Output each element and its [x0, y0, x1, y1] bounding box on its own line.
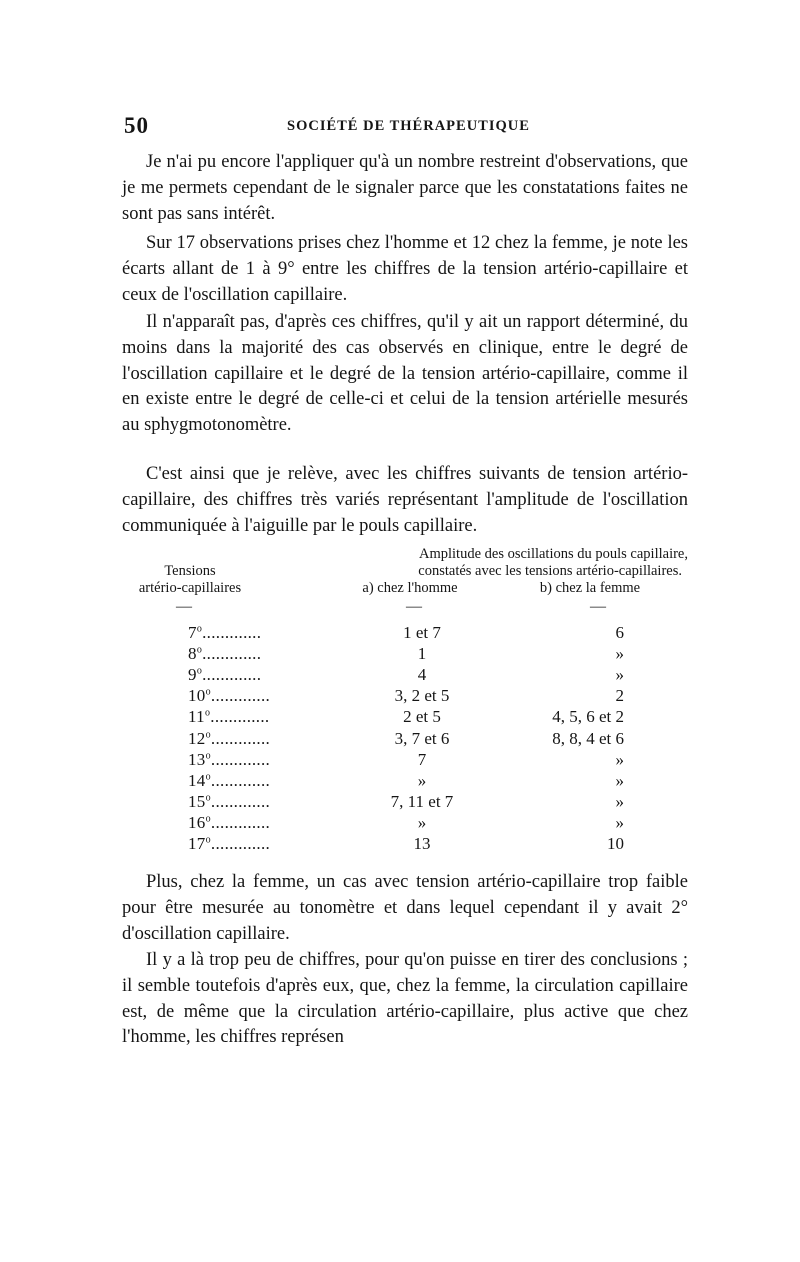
row-homme-value: 3, 7 et 6 [394, 728, 450, 748]
row-femme-value: 4, 5, 6 et 2 [552, 707, 624, 727]
row-tension: 9$^o$............. [188, 665, 262, 685]
table-row [0, 706, 800, 728]
row-homme-value: 3, 2 et 5 [394, 686, 450, 706]
row-femme-value: 10 [607, 834, 624, 853]
row-femme-value: » [615, 770, 624, 790]
amplitude-header-line1: Amplitude des oscillations du pouls capillaire, [418, 546, 688, 562]
table-row [0, 812, 800, 834]
paragraph-6: Il y a là trop peu de chiffres, pour qu'on puisse en tirer des conclusions ; il semble toutefois d'après eux, que, chez la femme, la circulation capillaire est, de même que la circulation artério-capillaire, plus active que chez l'homme, les chiffres représen [122, 950, 688, 1048]
running-title: SOCIÉTÉ DE THÉRAPEUTIQUE [287, 118, 530, 134]
paragraph-2: Sur 17 observations prises chez l'homme et 12 chez la femme, je note les écarts allant de 1 à 9° entre les chiffres de la tension artério-capillaire et ceux de l'oscillation capillaire. [122, 233, 688, 305]
table-row [0, 791, 800, 813]
table-row [0, 728, 800, 750]
row-femme-value: » [615, 665, 624, 685]
row-homme-value: » [417, 770, 427, 790]
row-tension: 15$^o$............. [188, 791, 271, 811]
dash-col3: — [590, 598, 606, 615]
row-femme-value: 6 [615, 623, 624, 642]
row-femme-value: 8, 8, 4 et 6 [552, 728, 624, 748]
paragraph-5: Plus, chez la femme, un cas avec tension artério-capillaire trop faible pour être mesurée au tonomètre et dans lequel cependant il y avait 2° d'oscillation capillaire. [122, 872, 688, 944]
paragraph-4: C'est ainsi que je relève, avec les chiffres suivants de tension artério-capillaire, des chiffres très variés représentant l'amplitude de l'oscillation communiquée à l'aiguille par le pouls capillaire. [122, 464, 688, 536]
row-femme-value: » [615, 644, 624, 664]
row-tension: 8$^o$............. [188, 644, 262, 664]
dash-col2: — [406, 598, 422, 615]
table-row [0, 664, 800, 686]
paragraph-1: Je n'ai pu encore l'appliquer qu'à un nombre restreint d'observations, que je me permets cependant de le signaler parce que les constatations faites ne sont pas sans intérêt. [122, 152, 688, 224]
row-tension: 12$^o$............. [188, 728, 271, 748]
arterio-capillaires-header: artério-capillaires [138, 580, 242, 596]
row-homme-value: 7 [417, 749, 427, 769]
femme-header: b) chez la femme [539, 580, 641, 596]
row-tension: 7$^o$............. [188, 623, 262, 642]
row-homme-value: » [417, 812, 427, 832]
row-femme-value: » [615, 791, 624, 811]
paragraph-3: Il n'apparaît pas, d'après ces chiffres, qu'il y ait un rapport déterminé, du moins dans la majorité des cas observés en clinique, entre le degré de l'oscillation capillaire et le degré de la tension artério-capillaire, comme il en existe entre le degré de celle-ci et celui de la tension artérielle mesurés au sphygmotonomètre. [122, 312, 688, 436]
table-row [0, 833, 800, 855]
page-number: 50 [124, 113, 149, 138]
row-homme-value: 1 et 7 [403, 623, 441, 642]
amplitude-header-line2: constatés avec les tensions artério-capillaires. [418, 563, 682, 579]
row-tension: 13$^o$............. [188, 749, 271, 769]
tensions-header: Tensions [164, 563, 216, 579]
row-tension: 11$^o$............. [188, 707, 270, 727]
row-tension: 17$^o$............. [188, 834, 271, 853]
table-row [0, 770, 800, 792]
row-homme-value: 1 [417, 644, 427, 664]
row-tension: 16$^o$............. [188, 812, 271, 832]
table-row [0, 749, 800, 771]
row-femme-value: » [615, 749, 624, 769]
table-row [0, 643, 800, 665]
row-tension: 14$^o$............. [188, 770, 271, 790]
table-row [0, 685, 800, 707]
table-row [0, 622, 800, 644]
row-homme-value: 2 et 5 [403, 707, 441, 727]
dash-col1: — [176, 598, 192, 615]
row-femme-value: » [615, 812, 624, 832]
row-tension: 10$^o$............. [188, 686, 271, 706]
row-homme-value: 7, 11 et 7 [390, 791, 454, 811]
row-femme-value: 2 [615, 686, 624, 706]
row-homme-value: 13 [413, 834, 431, 853]
homme-header: a) chez l'homme [362, 580, 458, 596]
row-homme-value: 4 [417, 665, 427, 685]
page-header [122, 113, 687, 139]
